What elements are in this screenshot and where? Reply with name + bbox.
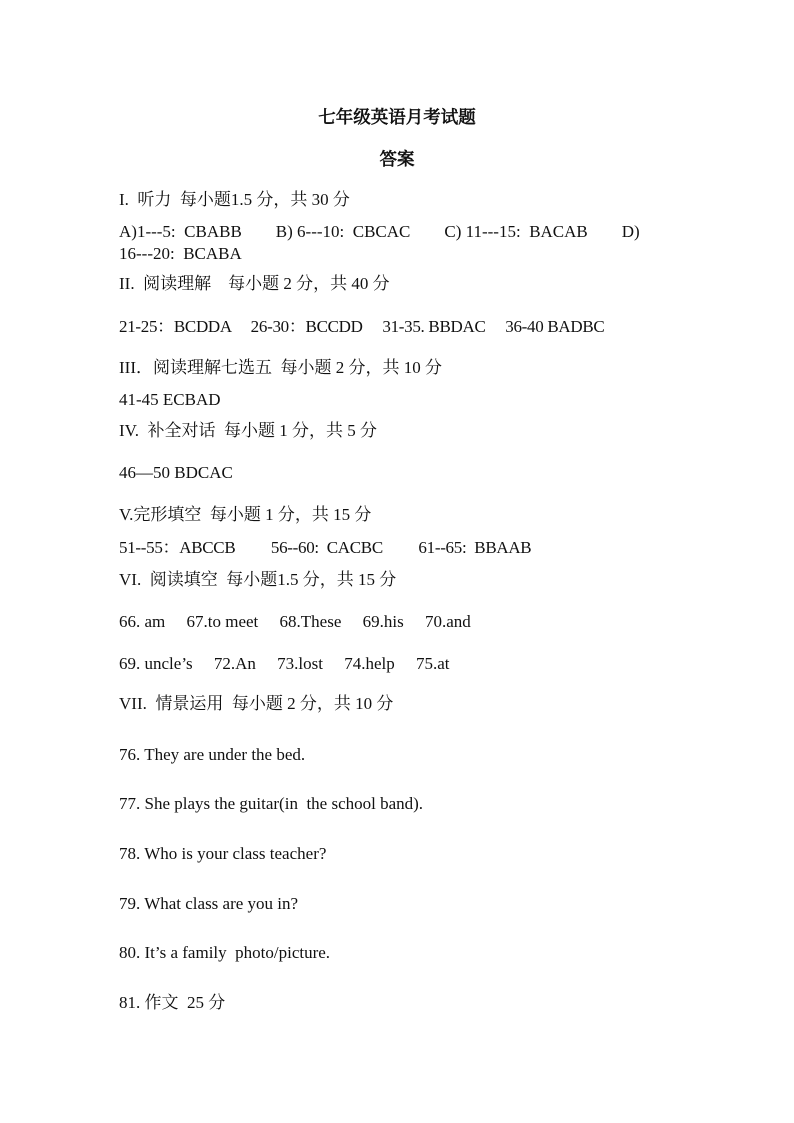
section-1-answers-d: 16---20: BCABA xyxy=(119,244,242,263)
section-3-answers: 41-45 ECBAD xyxy=(119,390,221,409)
section-2-heading: II. 阅读理解 每小题 2 分，共 40 分 xyxy=(119,274,390,293)
section-1-heading: I. 听力 每小题1.5 分，共 30 分 xyxy=(119,190,350,209)
section-6-answers-row-2: 69. uncle’s 72.An 73.lost 74.help 75.at xyxy=(119,654,450,673)
section-3-heading: III．阅读理解七选五 每小题 2 分，共 10 分 xyxy=(119,358,442,377)
section-5-answers: 51--55：ABCCB 56--60: CACBC 61--65: BBAAB xyxy=(119,538,532,557)
answer-78: 78. Who is your class teacher? xyxy=(119,844,327,863)
section-6-answers-row-1: 66. am 67.to meet 68.These 69.his 70.and xyxy=(119,612,471,631)
section-5-heading: V.完形填空 每小题 1 分，共 15 分 xyxy=(119,505,372,524)
section-4-answers: 46—50 BDCAC xyxy=(119,463,233,482)
page-subtitle: 答案 xyxy=(379,149,415,169)
answer-80: 80. It’s a family photo/picture. xyxy=(119,943,331,962)
answer-76: 76. They are under the bed. xyxy=(119,745,306,764)
answer-79: 79. What class are you in? xyxy=(119,894,299,913)
section-2-answers: 21-25：BCDDA 26-30：BCCDD 31-35. BBDAC 36-40 BADBC xyxy=(119,317,605,336)
section-6-heading: VI. 阅读填空 每小题1.5 分，共 15 分 xyxy=(119,570,397,589)
answer-81-essay: 81. 作文 25 分 xyxy=(119,993,226,1012)
answer-77: 77. She plays the guitar(in the school band). xyxy=(119,794,424,813)
section-1-answers-a-c: A)1---5: CBABB B) 6---10: CBCAC C) 11---15: BACAB D) xyxy=(119,222,640,241)
section-7-heading: VII. 情景运用 每小题 2 分，共 10 分 xyxy=(119,694,394,713)
section-4-heading: IV. 补全对话 每小题 1 分，共 5 分 xyxy=(119,421,377,440)
page-title: 七年级英语月考试题 xyxy=(318,107,476,127)
